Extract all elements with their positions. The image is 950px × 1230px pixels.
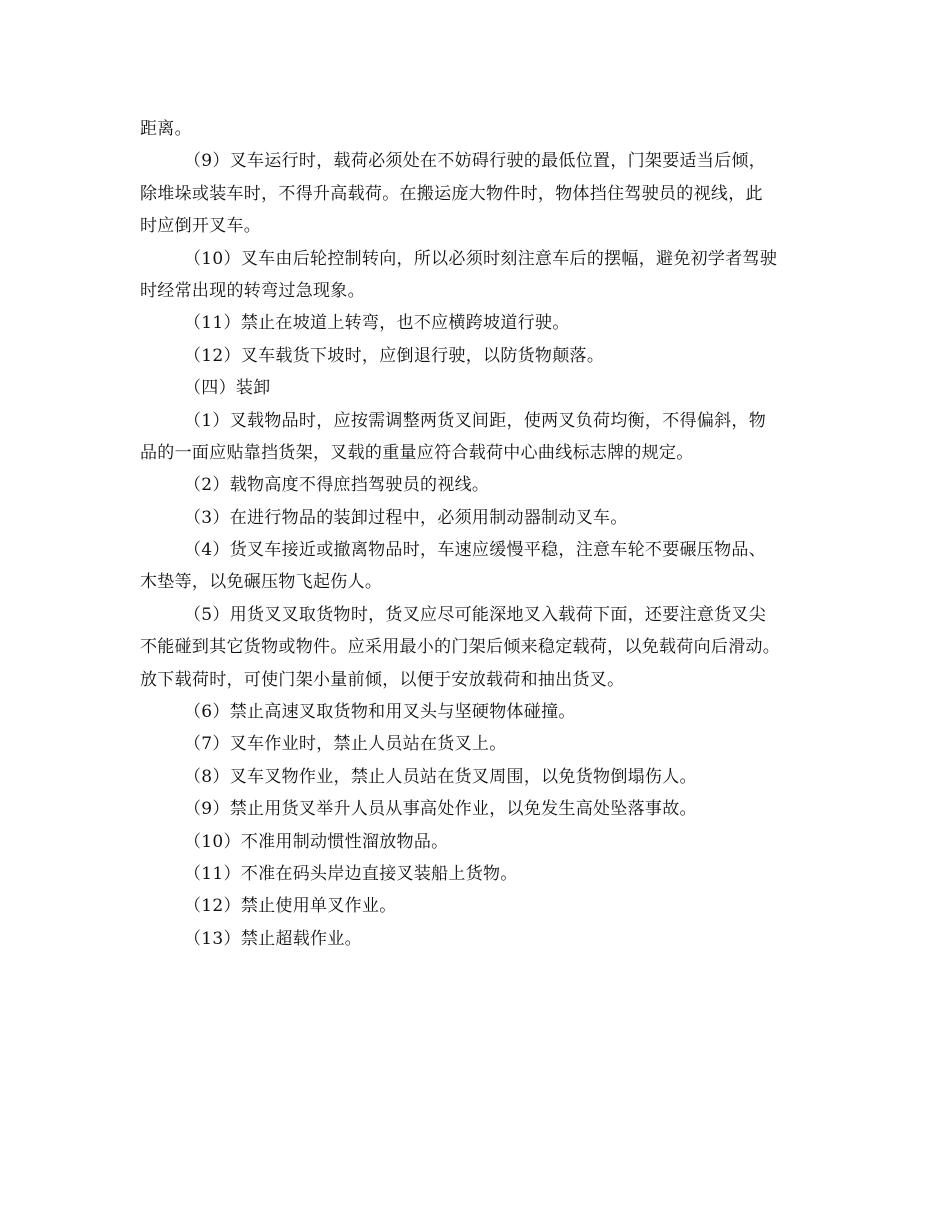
- text-line: 时应倒开叉车。: [140, 216, 262, 237]
- text-line: （13）禁止超载作业。: [184, 928, 362, 949]
- text-line: （11）禁止在坡道上转弯，也不应横跨坡道行驶。: [184, 313, 570, 334]
- document-body: [140, 113, 830, 955]
- text-line: （6）禁止高速叉取货物和用叉头与坚硬物体碰撞。: [184, 702, 576, 723]
- text-line: （3）在进行物品的装卸过程中，必须用制动器制动叉车。: [184, 507, 628, 528]
- text-line: 放下载荷时，可使门架小量前倾，以便于安放载荷和抽出货叉。: [140, 669, 625, 690]
- section-heading: （四）装卸: [184, 378, 271, 399]
- text-line: 品的一面应贴靠挡货架，叉载的重量应符合载荷中心曲线标志牌的规定。: [140, 442, 694, 463]
- text-line: （11）不准在码头岸边直接叉装船上货物。: [184, 863, 518, 884]
- text-line: （9）叉车运行时，载荷必须处在不妨碍行驶的最低位置，门架要适当后倾，: [184, 151, 767, 172]
- text-line: （2）载物高度不得庶挡驾驶员的视线。: [184, 475, 490, 496]
- text-line: 时经常出现的转弯过急现象。: [140, 280, 365, 301]
- text-line: （12）禁止使用单叉作业。: [184, 896, 397, 917]
- text-line: （5）用货叉叉取货物时，货叉应尽可能深地叉入载荷下面，还要注意货叉尖: [184, 604, 767, 625]
- text-line: （1）叉载物品时，应按需调整两货叉间距，使两叉负荷均衡，不得偏斜，物: [184, 410, 767, 431]
- text-line: （7）叉车作业时，禁止人员站在货叉上。: [184, 734, 507, 755]
- text-line: 不能碰到其它货物或物件。应采用最小的门架后倾来稳定载荷，以免载荷向后滑动。: [140, 637, 781, 658]
- text-line: 木垫等，以免碾压物飞起伤人。: [140, 572, 383, 593]
- text-line: （10）叉车由后轮控制转向，所以必须时刻注意车后的摆幅，避免初学者驾驶: [184, 248, 778, 269]
- text-line: （8）叉车叉物作业，禁止人员站在货叉周围，以免货物倒塌伤人。: [184, 766, 697, 787]
- text-line: （10）不准用制动惯性溜放物品。: [184, 831, 449, 852]
- text-line: （9）禁止用货叉举升人员从事高处作业，以免发生高处坠落事故。: [184, 799, 697, 820]
- text-line: 除堆垛或装车时，不得升高载荷。在搬运庞大物件时，物体挡住驾驶员的视线，此: [140, 183, 763, 204]
- text-line: （4）货叉车接近或撤离物品时，车速应缓慢平稳，注意车轮不要碾压物品、: [184, 540, 767, 561]
- text-line: 距离。: [140, 119, 192, 139]
- text-line: （12）叉车载货下坡时，应倒退行驶，以防货物颠落。: [184, 345, 605, 366]
